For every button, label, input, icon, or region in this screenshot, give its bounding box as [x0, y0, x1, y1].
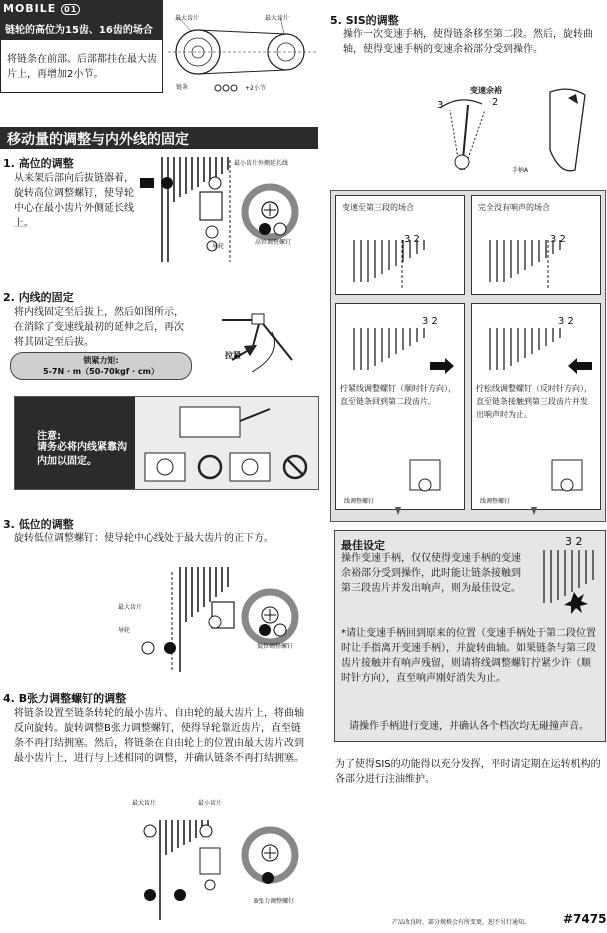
torque-label: 锁紧力矩:: [83, 356, 119, 365]
torque-box: [10, 352, 192, 380]
step4-derailleur-figure: [140, 800, 310, 925]
step3-label-largest: 最大齿片: [118, 604, 143, 611]
step5-label-lever: 手柄A: [512, 167, 529, 174]
best-body: 操作变速手柄，仅仅使得变速手柄的变速余裕部分受到操作，此时能让链条接触到第三段齿片并发出响声，则为最佳设定。: [341, 553, 521, 594]
best-title: 最佳设定: [341, 539, 385, 552]
case-left-bottom-gear: 3 2: [422, 316, 438, 327]
step2-number: 2.: [3, 291, 15, 304]
top-note-header: 链轮的高位为15齿、16齿的场合: [5, 25, 153, 36]
case-right-title: 完全没有响声的场合: [478, 203, 550, 212]
step2-cable-figure: [212, 290, 312, 380]
impact-burst-icon: [564, 592, 588, 614]
step1-heading: [3, 155, 74, 171]
fig-label-largest-left: 最大齿片: [175, 15, 200, 22]
case-right-bottom-gear: 3 2: [558, 316, 574, 327]
step1-body: 从来架后部向后拔链器着，旋转高位调整螺钉，使导轮中心在最小齿片外侧延长线上。: [14, 173, 134, 229]
case-left-title: 变速至第三段的场合: [342, 203, 414, 212]
section-title: 移动量的调整与内外线的固定: [7, 132, 189, 148]
arrow-left-icon: [568, 358, 592, 374]
step3-heading: [3, 516, 74, 532]
brand-logo-tag: 01: [61, 4, 80, 15]
cases-sprocket-graphics: [330, 190, 604, 520]
step5-label-3: 3: [437, 100, 444, 111]
top-note-body: 将链条在前部、后部都挂在最大齿片上，再增加2小节。: [7, 54, 157, 80]
best-note2: 请操作手柄进行变速，并确认各个档次均无碰撞声音。: [349, 721, 589, 732]
step4-heading: [3, 690, 126, 706]
fig-label-plus-two: +2小节: [245, 85, 266, 92]
step4-label-largest: 最大齿片: [132, 800, 157, 807]
note-title: 注意:: [37, 431, 61, 442]
step2-note-box: [14, 396, 319, 490]
step5-label-margin: 变速余裕: [470, 86, 502, 95]
step1-label-ext-line: 最小齿片外侧延长线: [234, 160, 289, 167]
case-right-gear: 3 2: [550, 234, 566, 245]
note-body: 请务必将内线紧靠沟内加以固定。: [37, 442, 127, 467]
ok-circle-icon: [199, 456, 221, 478]
step5-number: 5.: [330, 14, 342, 27]
footer-code: #7475: [563, 912, 607, 926]
footer-disclaimer: 产品改良时，部分规格会有所变更，恕不另行通知。: [392, 919, 531, 926]
note-dark-label: [15, 397, 135, 489]
best-note1: *请让变速手柄回到原来的位置（变速手柄处于第二段位置时让手指离开变速手柄），并旋转曲轴。如果链条与第三段齿片接触并有响声残留，则请将线调整螺钉拧紧少许（顺时针方向），直至响声刚好消失为止。: [341, 628, 596, 684]
fig-label-largest-right: 最大齿片: [265, 15, 290, 22]
step4-label-smallest: 最小齿片: [198, 800, 223, 807]
case-left-action: 拧紧线调整螺钉（顺时针方向），直至链条回到第二段齿片。: [340, 384, 456, 406]
step2-label-pull: 拉紧: [225, 351, 241, 360]
section-title-bar: [0, 127, 318, 149]
brand-logo: [3, 2, 80, 15]
case-left-screw: 线调整螺钉: [344, 498, 375, 505]
step4-title: B张力调整螺钉的调整: [18, 692, 127, 705]
step3-label-pulley: 导轮: [118, 627, 131, 634]
step2-body: 将内线固定至后拔上，然后如图所示，在消除了变速线最初的延伸之后，再次将其固定至后拔。: [14, 307, 184, 348]
step2-heading: [3, 289, 74, 305]
step4-body: 将链条设置至链条转轮的最小齿片、自由轮的最大齿片上，将曲轴反向旋转。旋转调整B张力调整螺钉，使得导轮靠近齿片，直至链条不再打结拥塞。然后，将链条在自由轮上的位置由最大齿片改到最小齿片上，进行与上述相同的调整，并确认链条不再打结拥塞。: [14, 708, 304, 764]
case-left-gear: 3 2: [404, 234, 420, 245]
note-figure: [140, 401, 315, 485]
top-note-body-box: [0, 40, 163, 93]
step1-derailleur-figure: [140, 152, 310, 272]
step3-derailleur-figure: [120, 562, 310, 677]
step3-label-screw: 低位调整螺钉: [257, 643, 294, 650]
step5-body: 操作一次变速手柄，使得链条移至第二段。然后，旋转曲轴，使得变速手柄的变速余裕部分受到操作。: [343, 29, 593, 55]
step5-title: SIS的调整: [345, 14, 399, 27]
step1-label-pulley: 导轮: [212, 243, 225, 250]
arrow-right-icon: [430, 358, 454, 374]
step2-title: 内线的固定: [18, 291, 74, 304]
step4-label-screw: B张力调整螺钉: [254, 898, 295, 905]
torque-value: 5-7N · m（50-70kgf · cm）: [43, 367, 159, 376]
top-note-header-box: [0, 0, 163, 40]
step3-number: 3.: [3, 518, 15, 531]
step1-label-screw: 高位调整螺钉: [255, 239, 292, 246]
step4-number: 4.: [3, 692, 15, 705]
step3-title: 低位的调整: [18, 518, 74, 531]
step1-title: 高位的调整: [18, 157, 74, 170]
fig-label-chain: 链条: [176, 84, 189, 91]
best-gear: 3 2: [565, 535, 583, 548]
case-right-screw: 线调整螺钉: [480, 498, 511, 505]
brand-logo-text: MOBILE: [3, 2, 57, 15]
best-sprocket-graphic: [534, 548, 604, 618]
step1-number: 1.: [3, 157, 15, 170]
step5-label-2: 2: [492, 97, 499, 108]
step5-heading: [330, 12, 399, 28]
sprocket-chain-figure: [168, 14, 318, 96]
case-right-action: 拧松线调整螺钉（反时针方向），直至链条接触到第三段齿片并发出响声时为止。: [476, 384, 592, 419]
closing-text: 为了使得SIS的功能得以充分发挥，平时请定期在运转机构的各部分进行注油维护。: [335, 759, 601, 785]
step3-body: 旋转低位调整螺钉：使导轮中心线处于最大齿片的正下方。: [14, 533, 274, 544]
